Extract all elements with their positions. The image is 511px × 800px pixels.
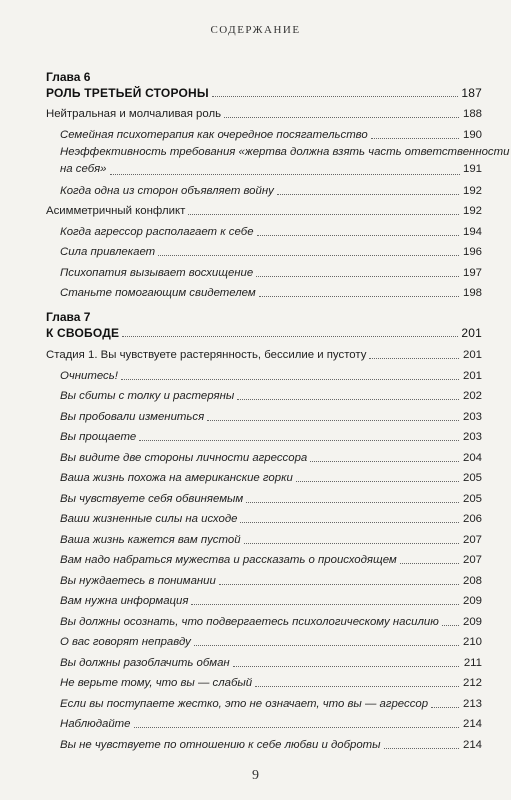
leader-dots: [384, 748, 459, 749]
toc-entry-text: Неэффективность требования «жертва должна взять часть ответственности: [60, 146, 510, 158]
leader-dots: [224, 117, 459, 118]
toc-entry-text: Не верьте тому, что вы — слабый: [60, 677, 253, 689]
toc-entry-chapter-6-title[interactable]: [46, 82, 482, 100]
toc-page-number: 207: [462, 534, 482, 546]
toc-entry-text: К СВОБОДЕ: [46, 326, 120, 340]
toc-entry-text: Нейтральная и молчаливая роль: [46, 108, 222, 120]
leader-dots: [139, 440, 459, 441]
toc-page-number: 203: [462, 411, 482, 423]
toc-entry-text: Вам надо набраться мужества и рассказать о происходящем: [60, 554, 397, 566]
toc-entry-text: Наблюдайте: [60, 718, 131, 730]
toc-entry-text: Очнитесь!: [60, 370, 118, 382]
toc-page-number: 214: [462, 739, 482, 751]
toc-entry[interactable]: [60, 144, 510, 178]
leader-dots: [188, 214, 459, 215]
leader-dots: [122, 336, 458, 337]
toc-page-number: 210: [462, 636, 482, 648]
toc-page-number: 197: [462, 267, 482, 279]
leader-dots: [207, 420, 459, 421]
toc-page-number: 190: [462, 129, 482, 141]
toc-page-number: 205: [462, 472, 482, 484]
leader-dots: [431, 707, 459, 708]
toc-entry[interactable]: [46, 344, 482, 362]
toc-entry[interactable]: [46, 103, 482, 121]
leader-dots: [244, 543, 459, 544]
leader-dots: [442, 625, 459, 626]
leader-dots: [246, 502, 459, 503]
toc-page-number: 213: [462, 698, 482, 710]
toc-page-number: 205: [462, 493, 482, 505]
toc-entry-text: Сила привлекает: [60, 246, 156, 258]
toc-page-number: 192: [462, 185, 482, 197]
leader-dots: [369, 358, 459, 359]
toc-page-number: 207: [462, 554, 482, 566]
leader-dots: [212, 96, 459, 97]
toc-entry[interactable]: [46, 385, 482, 403]
toc-entry[interactable]: [46, 180, 482, 198]
leader-dots: [237, 399, 459, 400]
toc-entry-text: Ваша жизнь кажется вам пустой: [60, 534, 241, 546]
toc-entry-text: Ваши жизненные силы на исходе: [60, 513, 238, 525]
page-number: 9: [252, 768, 259, 783]
toc-page-number: 196: [462, 246, 482, 258]
leader-dots: [296, 481, 459, 482]
toc-entry-text: Станьте помогающим свидетелем: [60, 287, 256, 299]
leader-dots: [255, 686, 459, 687]
toc-entry[interactable]: [46, 713, 482, 731]
toc-page-number: 187: [461, 86, 482, 100]
toc-entry[interactable]: [46, 124, 482, 142]
leader-dots: [158, 255, 459, 256]
toc-page-number: 192: [462, 205, 482, 217]
toc-entry-text: О вас говорят неправду: [60, 636, 191, 648]
toc-entry[interactable]: [46, 200, 482, 218]
toc-page-number: 201: [461, 326, 482, 340]
leader-dots: [219, 584, 459, 585]
leader-dots: [400, 563, 459, 564]
toc-page-number: 211: [463, 657, 482, 669]
toc-page-number: 188: [462, 108, 482, 120]
toc-entry-text: Вы видите две стороны личности агрессора: [60, 452, 308, 464]
toc-entry[interactable]: [46, 734, 482, 752]
toc-entry-text-cont: на себя»: [60, 163, 107, 175]
toc-entry[interactable]: [46, 570, 482, 588]
toc-entry[interactable]: [46, 426, 482, 444]
toc-entry-text: РОЛЬ ТРЕТЬЕЙ СТОРОНЫ: [46, 86, 209, 100]
toc-entry-text: Вы не чувствуете по отношению к себе любви и доброты: [60, 739, 381, 751]
toc-entry-text: Когда агрессор располагает к себе: [60, 226, 254, 238]
toc-entry[interactable]: [46, 672, 482, 690]
leader-dots: [233, 666, 459, 667]
leader-dots: [257, 235, 459, 236]
toc-entry-text: Психопатия вызывает восхищение: [60, 267, 254, 279]
toc-page-number: 198: [462, 287, 482, 299]
toc-page-number: 206: [462, 513, 482, 525]
toc-entry-text: Ваша жизнь похожа на американские горки: [60, 472, 293, 484]
toc-page-number: 201: [462, 349, 482, 361]
leader-dots: [256, 276, 459, 277]
toc-entry-text: Вы должны осознать, что подвергаетесь психологическому насилию: [60, 616, 439, 628]
toc-entry[interactable]: [46, 529, 482, 547]
toc-entry-text: Если вы поступаете жестко, это не означает, что вы — агрессор: [60, 698, 429, 710]
toc-entry[interactable]: [46, 549, 482, 567]
toc-entry-text: Вы прощаете: [60, 431, 137, 443]
toc-entry-text: Вы пробовали измениться: [60, 411, 205, 423]
leader-dots: [194, 645, 459, 646]
toc-entry[interactable]: [46, 631, 482, 649]
toc-entry-text: Вы чувствуете себя обвиняемым: [60, 493, 244, 505]
toc-entry-text: Когда одна из сторон объявляет войну: [60, 185, 274, 197]
toc-page-number: 214: [462, 718, 482, 730]
toc-page-number: 203: [462, 431, 482, 443]
toc-entry-text: Вы должны разоблачить обман: [60, 657, 230, 669]
running-head: СОДЕРЖАНИЕ: [210, 24, 301, 36]
toc-page-number: 209: [462, 595, 482, 607]
toc-entry-text: Семейная психотерапия как очередное посягательство: [60, 129, 368, 141]
toc-entry-chapter-7-title[interactable]: [46, 322, 482, 340]
leader-dots: [110, 174, 460, 175]
chapter-6-label: Глава 6: [46, 70, 91, 84]
toc-entry[interactable]: [46, 221, 482, 239]
toc-entry[interactable]: [46, 590, 482, 608]
toc-page-number: 194: [462, 226, 482, 238]
toc-page-number: 204: [462, 452, 482, 464]
toc-entry[interactable]: [46, 406, 482, 424]
toc-page-number: 201: [462, 370, 482, 382]
leader-dots: [259, 296, 459, 297]
toc-entry-text: Асимметричный конфликт: [46, 205, 186, 217]
toc-entry[interactable]: [46, 693, 482, 711]
toc-page-number: 208: [462, 575, 482, 587]
leader-dots: [277, 194, 459, 195]
chapter-7-label: Глава 7: [46, 310, 91, 324]
leader-dots: [134, 727, 460, 728]
toc-entry[interactable]: [46, 262, 482, 280]
toc-page-number: 202: [462, 390, 482, 402]
toc-entry[interactable]: [46, 282, 482, 300]
toc-entry-text: Вы сбиты с толку и растеряны: [60, 390, 235, 402]
leader-dots: [310, 461, 459, 462]
toc-page-number: 209: [462, 616, 482, 628]
toc-entry[interactable]: [46, 508, 482, 526]
toc-entry[interactable]: [46, 652, 482, 670]
toc-entry[interactable]: [46, 365, 482, 383]
toc-entry[interactable]: [46, 241, 482, 259]
leader-dots: [191, 604, 459, 605]
toc-entry-text: Вы нуждаетесь в понимании: [60, 575, 216, 587]
toc-entry[interactable]: [46, 447, 482, 465]
leader-dots: [371, 138, 459, 139]
toc-entry[interactable]: [46, 467, 482, 485]
leader-dots: [240, 522, 459, 523]
toc-page-number: 212: [462, 677, 482, 689]
toc-page-number: 191: [462, 163, 482, 175]
toc-entry-text: Вам нужна информация: [60, 595, 189, 607]
toc-entry[interactable]: [46, 611, 482, 629]
toc-entry[interactable]: [46, 488, 482, 506]
leader-dots: [121, 379, 459, 380]
toc-entry-text: Стадия 1. Вы чувствуете растерянность, бессилие и пустоту: [46, 349, 367, 361]
